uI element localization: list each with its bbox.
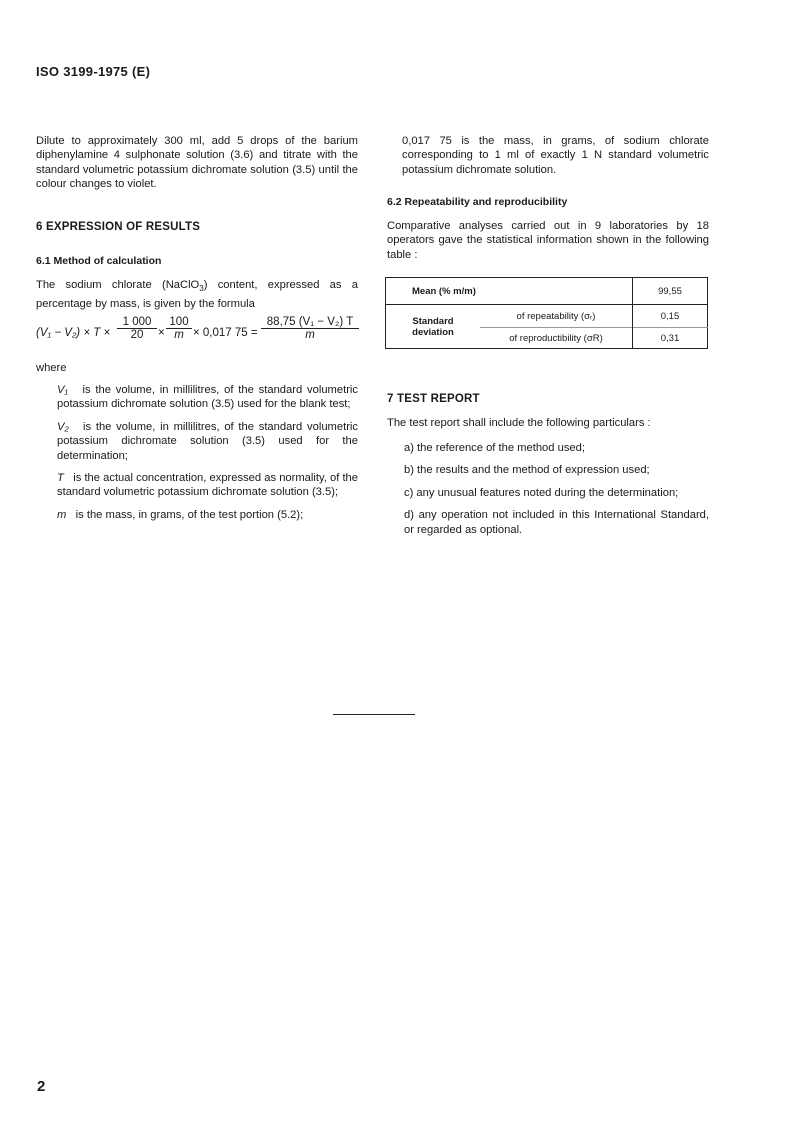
fraction-1-denominator: 20 [130,329,144,341]
section-6-1-title: 6.1 Method of calculation [36,255,162,267]
calc-text-a: The sodium chlorate (NaClO [36,279,200,291]
definitions-list [36,383,358,522]
mean-value: 99,55 [633,278,708,305]
definition-v2 [36,420,358,463]
calc-text-b: ) content, expressed as a percentage by mass, is given by the formula [36,279,358,310]
intro-paragraph: Dilute to approximately 300 ml, add 5 drops of the barium diphenylamine 4 sulphonate solution (3.6) and titrate with the standard volumetric potassium dichromate solution (3.5) until the colour changes to violet. [36,135,358,191]
formula-lhs: (V₁ − V₂) × T × [36,327,111,339]
section-7-title: 7 TEST REPORT [387,393,480,405]
formula-fraction-3 [261,316,359,341]
fraction-3-numerator: 88,75 (V₁ − V₂) T [261,316,359,329]
section-6-2-title: 6.2 Repeatability and reproducibility [387,196,568,208]
calculation-intro [36,278,358,311]
report-item-c: c) any unusual features noted during the determination; [404,486,679,499]
definition-t [36,471,358,500]
page-number: 2 [37,1078,46,1095]
results-table [385,277,708,349]
report-item-b: b) the results and the method of expression used; [404,464,650,477]
symbol-m: m [57,508,67,521]
repeatability-label: of repeatability (σᵣ) [480,305,633,328]
fraction-2-numerator: 100 [166,316,192,329]
repeatability-value: 0,15 [633,305,708,328]
fraction-2-denominator: m [174,329,184,341]
table-row-repeatability [386,305,708,328]
definition-v1-text: is the volume, in millilitres, of the standard volumetric potassium dichromate solution (3.5) used for the blank test; [57,384,358,411]
symbol-v1: V₁ [57,384,68,396]
standard-deviation-label [386,305,481,349]
symbol-t: T [57,472,64,485]
fraction-1-numerator: 1 000 [117,316,157,329]
mass-continuation: 0,017 75 is the mass, in grams, of sodium chlorate corresponding to 1 ml of exactly 1 N standard volumetric potassium dichromate solution. [402,135,709,176]
calc-text-sub: 3 [199,284,204,294]
definition-t-text: is the actual concentration, expressed as normality, of the standard volumetric potassium dichromate solution (3.5); [57,472,358,499]
where-label: where [36,362,67,374]
comparative-paragraph: Comparative analyses carried out in 9 laboratories by 18 operators gave the statistical information shown in the following table : [387,220,709,261]
end-rule [333,714,415,715]
formula-fraction-2 [166,316,192,341]
reproducibility-label: of reproductibility (σR) [480,328,633,349]
reproducibility-value: 0,31 [633,328,708,349]
document-header: ISO 3199-1975 (E) [36,64,151,79]
sd-label-line-2: deviation [412,326,454,338]
formula-times: × [158,327,165,339]
formula-fraction-1 [117,316,157,341]
definition-m-text: is the mass, in grams, of the test portion (5.2); [75,508,304,521]
report-items [387,441,709,537]
definition-v1 [36,383,358,412]
report-item-a: a) the reference of the method used; [404,442,585,454]
mean-label: Mean (% m/m) [412,285,476,297]
sd-label-line-1: Standard [412,315,454,327]
report-intro: The test report shall include the following particulars : [387,417,651,429]
symbol-v2: V₂ [57,420,69,433]
definition-v2-text: is the volume, in millilitres, of the standard volumetric potassium dichromate solution (3.5) used for the determination; [57,420,358,462]
fraction-3-denominator: m [305,329,315,341]
table-row-mean [386,278,708,305]
section-6-title: 6 EXPRESSION OF RESULTS [36,221,201,233]
definition-m [36,508,358,522]
formula-tail: × 0,017 75 = [193,327,258,339]
formula [36,313,360,353]
report-item-d: d) any operation not included in this International Standard, or regarded as optional. [404,509,709,536]
